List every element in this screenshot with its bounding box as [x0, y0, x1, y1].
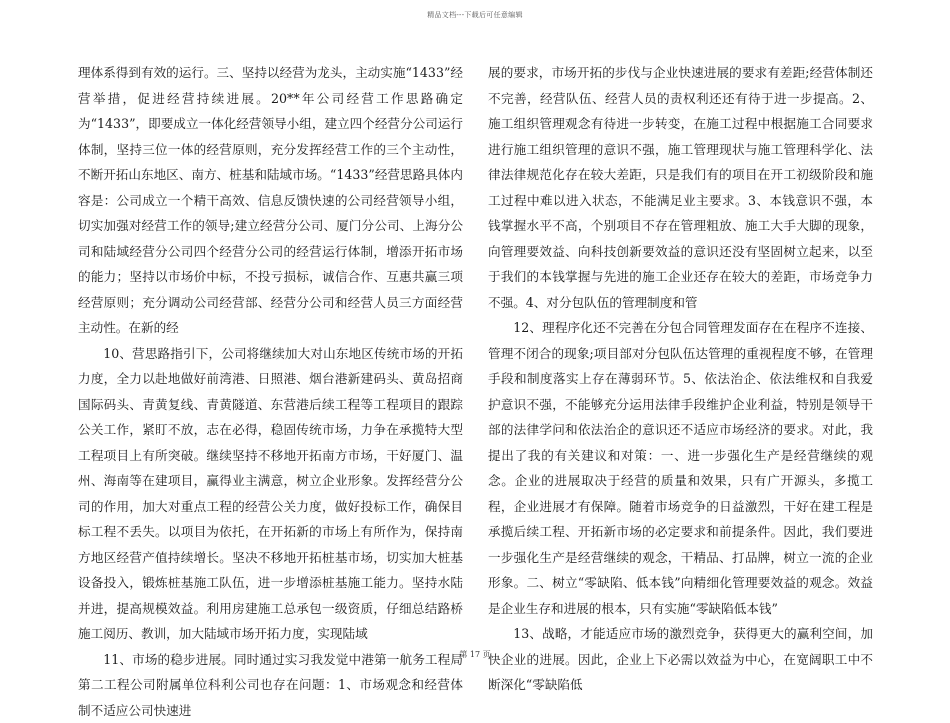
page-number: 第 17 页: [0, 649, 950, 660]
left-column: [78, 60, 463, 723]
right-paragraph-3: 13、战略，才能适应市场的激烈竞争，获得更大的赢利空间，加快企业的进展。因此，企业上下必需以效益为中心，在宽阔职工中不断深化“零缺陷低: [488, 621, 873, 698]
right-paragraph-2: 12、理程序化还不完善在分包合同管理发面存在在程序不连接、管理不闭合的现象;项目部对分包队伍达管理的重视程度不够，在管理手段和制度落实上存在薄弱环节。5、依法治企、依法维权和自我爱护意识不强，不能够充分运用法律手段维护企业利益，特别是领导干部的法律学问和依法治企的意识还不适应市场经济的要求。对此，我提出了我的有关建议和对策：一、进一步强化生产是经营继续的观念。企业的进展取决于经营的质量和效果，只有广开源头，多揽工程，企业进展才有保障。随着市场竞争的日益激烈，干好在建工程是承揽后续工程、开拓新市场的必定要求和前提条件。因此，我们要进一步强化生产是经营继续的观念，干精品、打品牌，树立一流的企业形象。二、树立“零缺陷、低本钱”向精细化管理要效益的观念。效益是企业生存和进展的根本，只有实施“零缺陷低本钱”: [488, 315, 873, 621]
right-column: [488, 60, 873, 698]
left-paragraph-1: 理体系得到有效的运行。三、坚持以经营为龙头，主动实施“1433”经营举措，促进经营持续进展。20**年公司经营工作思路确定为“1433”，即要成立一体化经营领导小组，建立四个经营分公司运行体制，坚持三位一体的经营原则，充分发挥经营工作的三个主动性，不断开拓山东地区、南方、桩基和陆域市场。“1433”经营思路具体内容是：公司成立一个精干高效、信息反馈快速的公司经营领导小组，切实加强对经营工作的领导;建立经营分公司、厦门分公司、上海分公司和陆域经营分公司四个经营分公司的经营运行体制，增添开拓市场的能力；坚持以市场价中标，不投亏损标，诚信合作、互惠共赢三项经营原则；充分调动公司经营部、经营分公司和经营人员三方面经营主动性。在新的经: [78, 60, 463, 341]
header-note: 精品文档---下载后可任意编辑: [0, 10, 950, 20]
left-paragraph-3: 11、市场的稳步进展。同时通过实习我发觉中港第一航务工程局第二工程公司附属单位科利公司也存在问题：1、市场观念和经营体制不适应公司快速进: [78, 647, 463, 723]
right-paragraph-1: 展的要求，市场开拓的步伐与企业快速进展的要求有差距;经营体制还不完善，经营队伍、经营人员的责权利还还有待于进一步提高。2、施工组织管理观念有待进一步转变，在施工过程中根据施工合同要求进行施工组织管理的意识不强，施工管理现状与施工管理科学化、法律法律规范化存在较大差距，只是我们有的项目在开工初级阶段和施工过程中难以进入状态，不能满足业主要求。3、本钱意识不强，本钱掌握水平不高，个别项目不存在管理粗放、施工大手大脚的现象，向管理要效益、向科技创新要效益的意识还没有坚固树立起来，以至于我们的本钱掌握与先进的施工企业还存在较大的差距，市场竞争力不强。4、对分包队伍的管理制度和管: [488, 60, 873, 315]
left-paragraph-2: 10、营思路指引下，公司将继续加大对山东地区传统市场的开拓力度，全力以赴地做好前湾港、日照港、烟台港新建码头、黄岛招商国际码头、青黄复线、青黄隧道、东营港后续工程等工程项目的跟踪公关工作，紧盯不放，志在必得，稳固传统市场，力争在承揽特大型工程项目上有所突破。继续坚持不移地开拓南方市场，干好厦门、温州、海南等在建项目，赢得业主满意，树立企业形象。发挥经营分公司的作用，加大对重点工程的经营公关力度，做好投标工作，确保目标工程不丢失。以项目为依托，在开拓新的市场上有所作为，保持南方地区经营产值持续增长。坚决不移地开拓桩基市场，切实加大桩基设备投入，锻炼桩基施工队伍，进一步增添桩基施工能力。坚持水陆并进，提高规模效益。利用房建施工总承包一级资质，仔细总结路桥施工阅历、教训，加大陆域市场开拓力度，实现陆域: [78, 341, 463, 647]
